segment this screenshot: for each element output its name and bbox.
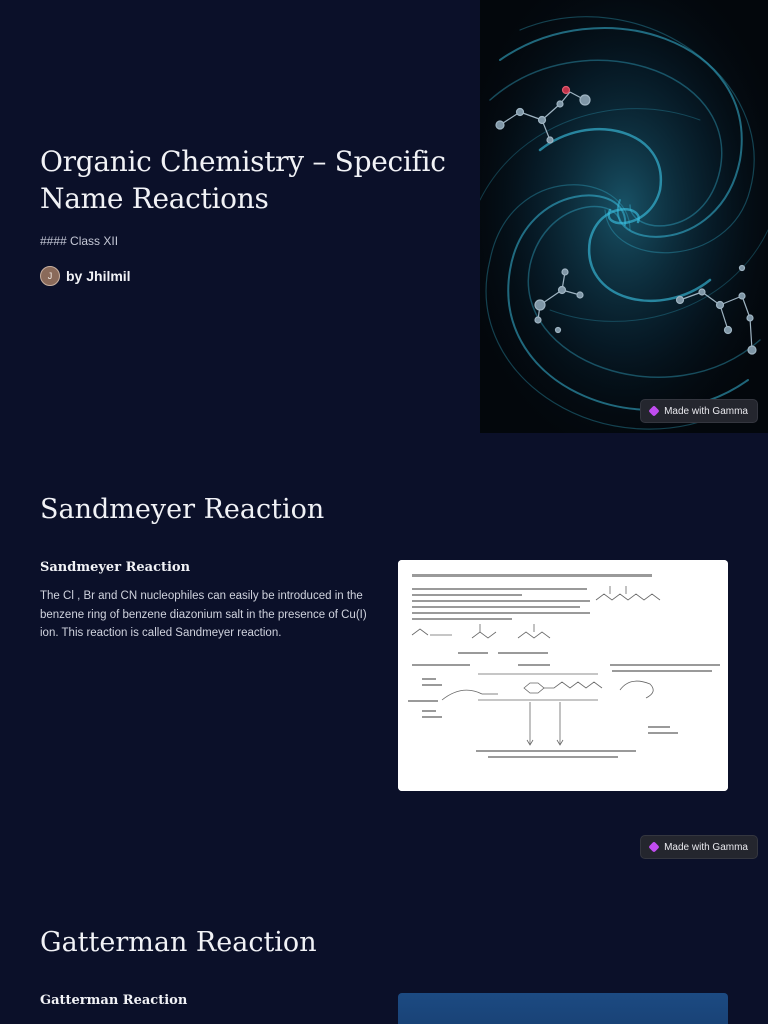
avatar: J	[40, 266, 60, 286]
hero-image	[480, 0, 768, 433]
sandmeyer-slide	[0, 433, 768, 866]
author-name: by Jhilmil	[66, 268, 131, 284]
subtitle: #### Class XII	[40, 234, 119, 248]
gamma-logo-icon	[648, 405, 659, 416]
badge-label: Made with Gamma	[664, 405, 748, 417]
title-slide	[0, 0, 768, 433]
badge-label: Made with Gamma	[664, 841, 748, 853]
author-block	[40, 266, 131, 286]
section-body: The Cl , Br and CN nucleophiles can easily be introduced in the benzene ring of benzene diazonium salt in the presence of Cu(I) ion. This reaction is called Sandmeyer reaction.	[40, 590, 367, 639]
section-subheading: Sandmeyer Reaction	[40, 560, 191, 575]
reaction-image	[398, 993, 728, 1024]
made-with-gamma-badge[interactable]	[640, 399, 758, 423]
gamma-logo-icon	[648, 841, 659, 852]
reaction-scheme-image	[398, 560, 728, 791]
section-subheading: Gatterman Reaction	[40, 993, 188, 1008]
section-heading: Sandmeyer Reaction	[40, 494, 325, 525]
gatterman-slide	[0, 866, 768, 1024]
section-heading: Gatterman Reaction	[40, 927, 317, 958]
page-title: Organic Chemistry – Specific Name Reactions	[40, 145, 446, 215]
made-with-gamma-badge[interactable]	[640, 835, 758, 859]
